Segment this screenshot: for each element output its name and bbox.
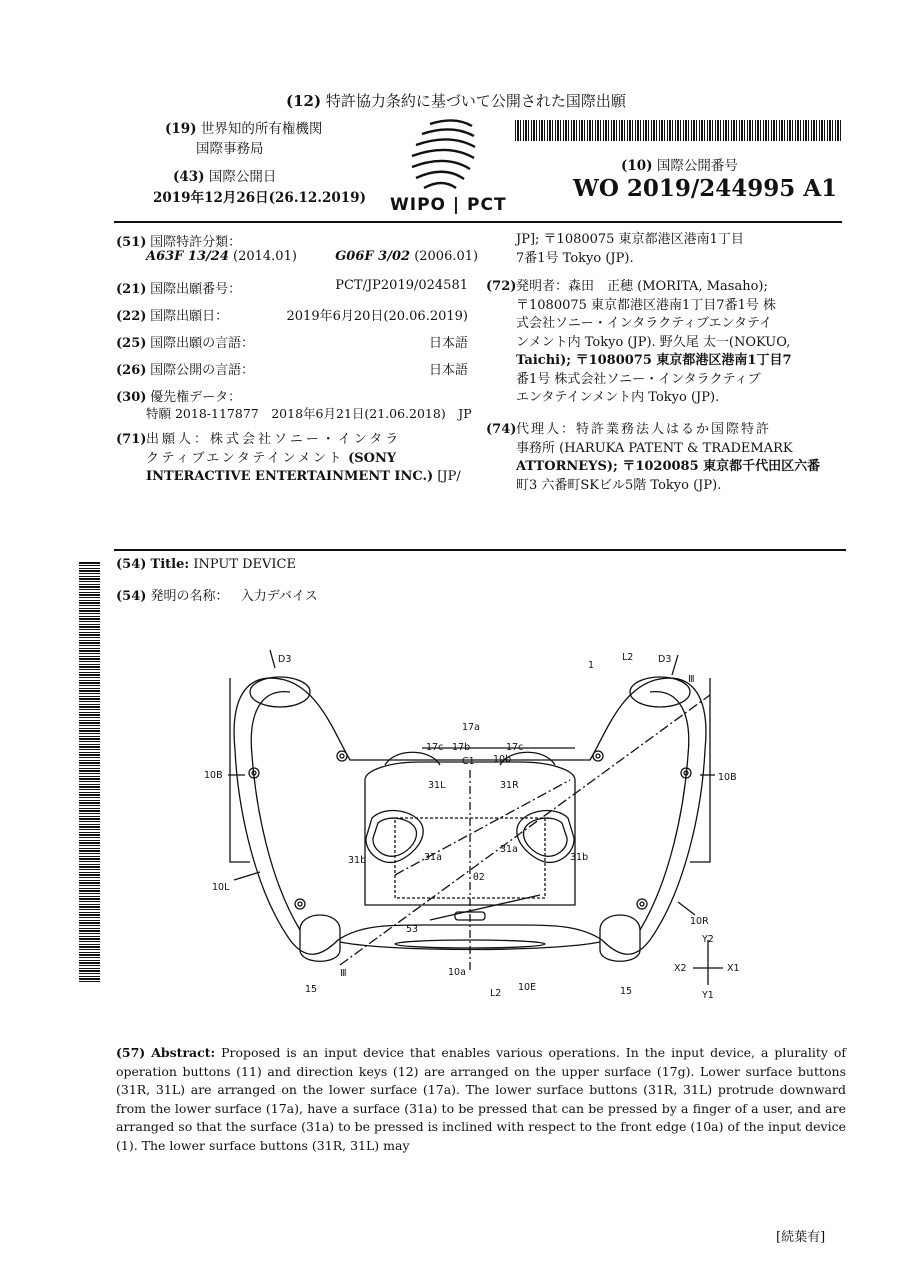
filing-date-num: (22) — [116, 309, 147, 324]
fig-label-17c-right: 17c — [506, 742, 524, 753]
biblio-rule — [114, 549, 846, 551]
fig-label-10b-left: 10B — [204, 770, 223, 781]
fig-label-17c-left: 17c — [426, 742, 444, 753]
publication-number-value: WO 2019/244995 A1 — [573, 175, 838, 202]
ipc-number: (51) — [116, 235, 147, 250]
publication-date-number: (43) — [173, 169, 205, 185]
applicant-continuation — [516, 231, 842, 268]
publication-number-label-row — [621, 154, 738, 174]
applicant-cont-line1: JP]; 〒1080075 東京都港区港南1丁目 — [516, 232, 744, 247]
wipo-globe-icon — [400, 112, 480, 197]
fig-label-10l: 10L — [212, 882, 230, 893]
agent-block — [486, 421, 842, 495]
ipc-codes — [146, 249, 478, 264]
title-num: (54) — [116, 557, 147, 572]
inventors-line-3: ンメント内 Tokyo (JP). 野久尾 太一(NOKUO, — [516, 334, 791, 350]
fig-label-theta2: θ2 — [473, 872, 485, 883]
agent-line-3: 町3 六番町SKビル5階 Tokyo (JP). — [516, 477, 722, 493]
fig-label-10b: 10b — [493, 754, 512, 765]
inventors-line-6: エンタテインメント内 Tokyo (JP). — [516, 390, 720, 405]
ipc-row — [116, 231, 241, 250]
fig-label-y2: Y2 — [702, 934, 714, 945]
publication-language-label: 国際公開の言語： — [150, 363, 255, 378]
barcode-side — [79, 562, 100, 982]
barcode-top — [515, 120, 841, 141]
fig-label-31a-right: 31a — [500, 844, 518, 855]
fig-label-iii-bottom: Ⅲ — [340, 968, 347, 979]
inventors-block — [486, 278, 842, 408]
applicant-num: (71) — [116, 432, 147, 447]
wipo-pct-logo-text: WIPO | PCT — [390, 195, 507, 215]
inventors-line-0: 発明者：森田 正穂 (MORITA, Masaho); — [516, 279, 768, 294]
publication-date-label-row — [173, 165, 276, 185]
applicant-line3a: INTERACTIVE ENTERTAINMENT INC.) — [146, 469, 434, 484]
filing-date-value: 2019年6月20日(20.06.2019) — [286, 309, 468, 324]
agent-line-2: ATTORNEYS); 〒1020085 東京都千代田区六番 — [516, 459, 821, 474]
fig-label-53: 53 — [406, 924, 419, 935]
ipc-code-2: G06F 3/02 — [335, 249, 411, 264]
office — [165, 117, 322, 137]
inventors-line-5: 番1号 株式会社ソニー・インタラクティブ — [516, 371, 761, 387]
abstract-label: Abstract: — [151, 1045, 216, 1060]
fig-label-15-left: 15 — [305, 984, 318, 995]
fig-label-l2-bottom: L2 — [490, 988, 502, 999]
office-line1: 世界知的所有権機関 — [200, 121, 323, 137]
fig-label-10a: 10a — [448, 967, 466, 978]
inventors-line-4: Taichi); 〒1080075 東京都港区港南1丁目7 — [516, 353, 792, 368]
priority-value: 特願 2018-117877 2018年6月21日(21.06.2018) JP — [146, 406, 472, 421]
fig-label-31b-left: 31b — [348, 855, 367, 866]
fig-label-17a: 17a — [462, 722, 480, 733]
continued-note: [続葉有] — [776, 1230, 826, 1245]
fig-label-31a-left: 31a — [424, 852, 442, 863]
priority-label: 優先権データ： — [150, 390, 242, 405]
title-value: INPUT DEVICE — [193, 557, 296, 572]
abstract — [116, 1044, 846, 1155]
filing-language-row — [116, 332, 468, 351]
publication-number-num: (10) — [621, 158, 653, 174]
fig-label-10b-right: 10B — [718, 772, 737, 783]
ipc-label: 国際特許分類： — [150, 235, 242, 250]
agent-num: (74) — [486, 422, 517, 437]
applicant-line2b: (SONY — [348, 450, 397, 466]
filing-language-label: 国際出願の言語： — [150, 336, 255, 351]
office-line2: 国際事務局 — [196, 141, 264, 157]
title-ja-label: 発明の名称： — [150, 589, 229, 604]
applicant-line2a: クティブエンタテインメント — [146, 450, 344, 466]
priority-row — [116, 386, 241, 405]
abstract-text: Proposed is an input device that enables various operations. In the input device, a plurality of operation buttons (11) and direction keys (12) are arranged on the upper surface (17g). Lower surface buttons (31R, 31L) are arranged on the lower surface (17a). The lower surface buttons (31R, 31L) protrude downward from the lower surface (17a), have a surface (31a) to be pressed that can be pressed by a finger of a user, and are arranged so that the surface (31a) to be pressed is inclined with respect to the front edge (10a) of the input device (1). The lower surface buttons (31R, 31L) may — [116, 1045, 846, 1153]
publication-language-num: (26) — [116, 363, 147, 378]
fig-label-x1: X1 — [727, 963, 740, 974]
agent-line-1: 事務所 (HARUKA PATENT & TRADEMARK — [516, 440, 793, 456]
fig-label-10r: 10R — [690, 916, 709, 927]
priority-num: (30) — [116, 390, 147, 405]
publication-date-label: 国際公開日 — [208, 169, 277, 185]
fig-label-c1: C1 — [462, 756, 475, 767]
document-type-number: (12) — [286, 92, 322, 110]
filing-language-num: (25) — [116, 336, 147, 351]
inventors-line-2: 式会社ソニー・インタラクティブエンタテイ — [516, 316, 773, 331]
ipc-code-1: A63F 13/24 — [146, 249, 229, 264]
fig-label-1: 1 — [588, 660, 595, 671]
controller-figure — [190, 640, 760, 1010]
publication-date-value: 2019年12月26日(26.12.2019) — [153, 190, 366, 206]
fig-label-d3-left: D3 — [278, 654, 292, 665]
filing-date-label: 国際出願日： — [150, 309, 229, 324]
publication-language-row — [116, 359, 468, 378]
fig-label-y1: Y1 — [702, 990, 714, 1001]
title-label: Title: — [150, 557, 190, 572]
abstract-num: (57) — [116, 1045, 146, 1060]
document-type — [286, 90, 626, 111]
agent-line-0: 代理人：特許業務法人はるか国際特許 — [516, 422, 772, 437]
fig-label-15-right: 15 — [620, 986, 633, 997]
fig-label-17b: 17b — [452, 742, 471, 753]
header-rule — [114, 221, 842, 223]
application-number-row — [116, 278, 468, 297]
publication-number-label: 国際公開番号 — [656, 158, 738, 174]
applicant-line3b: [JP/ — [437, 469, 461, 484]
filing-language-value: 日本語 — [428, 336, 468, 351]
publication-language-value: 日本語 — [428, 363, 468, 378]
title-ja-row — [116, 585, 318, 604]
application-number-num: (21) — [116, 282, 147, 297]
fig-label-iii-top: Ⅲ — [688, 674, 695, 685]
title-ja-num: (54) — [116, 589, 147, 604]
title-en-row — [116, 557, 296, 572]
office-number: (19) — [165, 121, 197, 137]
applicant-cont-line2: 7番1号 Tokyo (JP). — [516, 250, 634, 266]
fig-label-31b-right: 31b — [570, 852, 589, 863]
applicant-block — [116, 431, 470, 487]
filing-date-row — [116, 305, 468, 324]
ipc-year-1: (2014.01) — [233, 249, 297, 264]
title-ja-value: 入力デバイス — [240, 589, 318, 604]
application-number-label: 国際出願番号： — [150, 282, 242, 297]
inventors-line-1: 〒1080075 東京都港区港南1丁目7番1号 株 — [516, 297, 776, 313]
fig-label-d3-right: D3 — [658, 654, 672, 665]
application-number-value: PCT/JP2019/024581 — [335, 278, 468, 293]
fig-label-x2: X2 — [674, 963, 687, 974]
fig-label-l2-top: L2 — [622, 652, 634, 663]
fig-label-10e: 10E — [518, 982, 537, 993]
ipc-year-2: (2006.01) — [414, 249, 479, 264]
document-type-text: 特許協力条約に基づいて公開された国際出願 — [325, 92, 626, 110]
applicant-line1: 出願人：株式会社ソニー・インタラ — [146, 432, 402, 447]
inventors-num: (72) — [486, 279, 517, 294]
fig-label-31r: 31R — [500, 780, 519, 791]
fig-label-31l: 31L — [428, 780, 446, 791]
